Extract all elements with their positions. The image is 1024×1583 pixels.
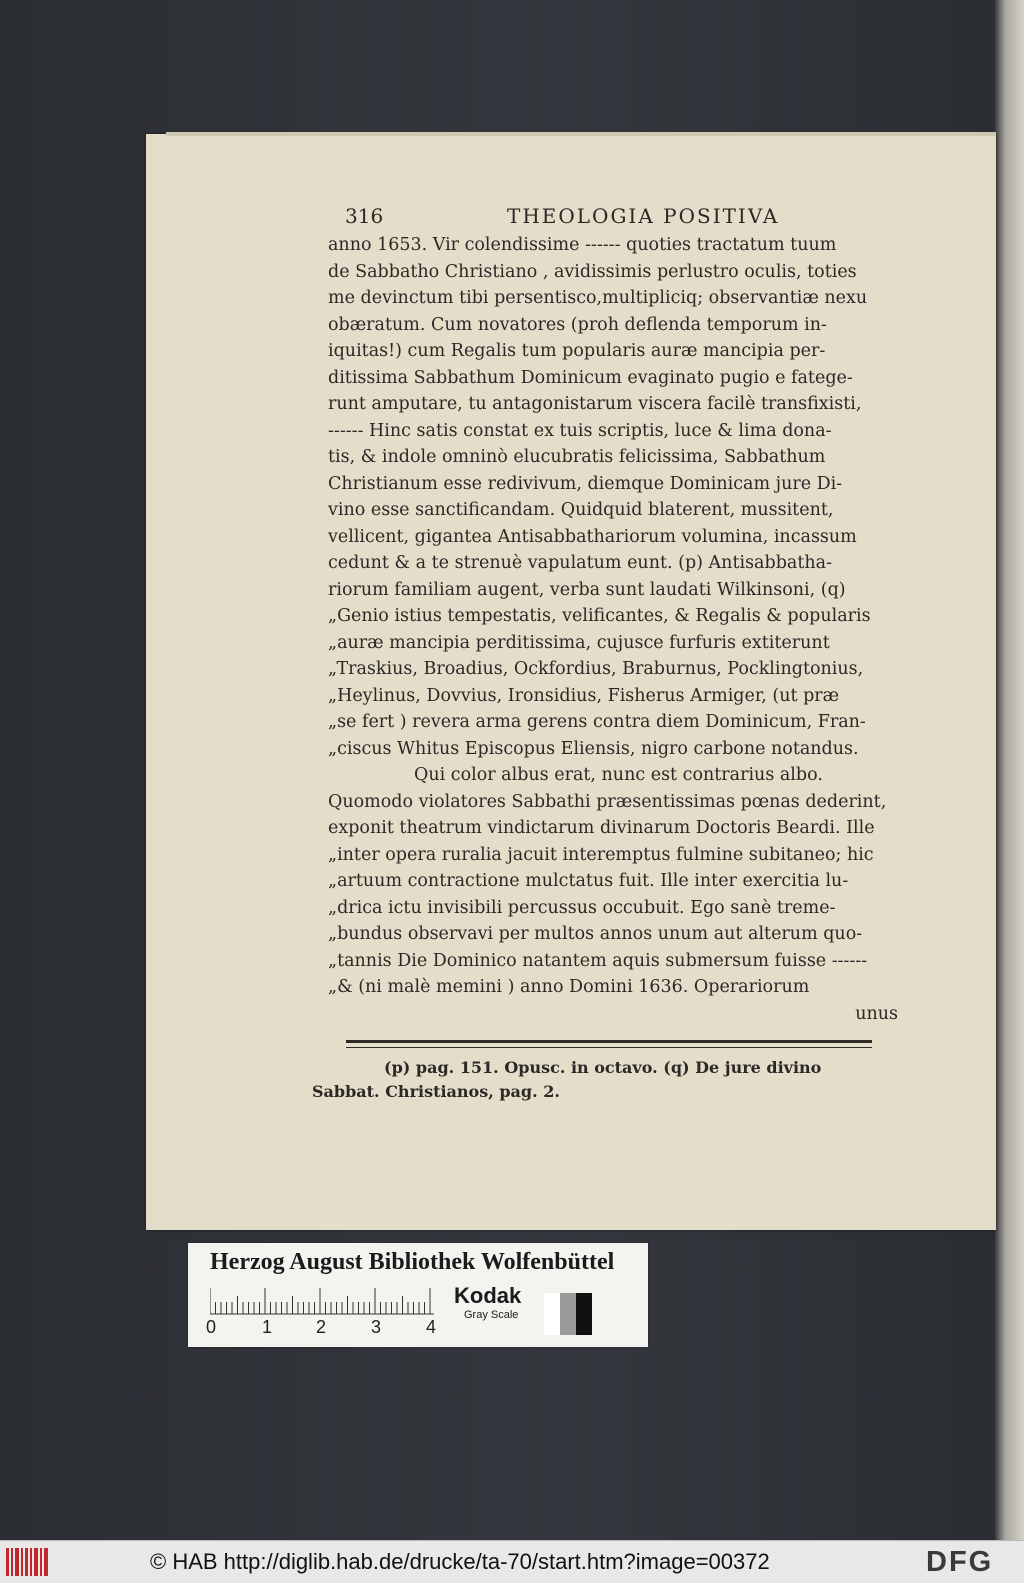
text-line: cedunt & a te strenuè vapulatum eunt. (p) Antisabbatha- — [328, 553, 832, 573]
running-title: THEOLOGIA POSITIVA — [507, 204, 780, 228]
text-line: „auræ mancipia perditissima, cujusce furfuris extiterunt — [328, 632, 830, 653]
gray-patch-white — [544, 1293, 560, 1335]
page-number: 316 — [345, 204, 384, 228]
text-line: „& (ni malè memini ) anno Domini 1636. Operariorum — [328, 977, 810, 997]
text-line: „drica ictu invisibili percussus occubuit. Ego sanè treme- — [328, 897, 836, 918]
page-header — [345, 204, 945, 234]
gray-patch-mid — [560, 1293, 576, 1335]
text-line: Quomodo violatores Sabbathi præsentissimas pœnas dederint, — [328, 791, 887, 812]
kodak-brand: Kodak — [454, 1283, 522, 1308]
page-body-text — [328, 232, 938, 1027]
text-line: tis, & indole omninò elucubratis felicissima, Sabbathum — [328, 447, 826, 467]
dfg-logo: DFG — [926, 1546, 994, 1578]
text-line: „inter opera ruralia jacuit interemptus fulmine subitaneo; hic — [328, 844, 874, 865]
viewer-footer — [0, 1540, 1024, 1583]
text-line: riorum familiam augent, verba sunt laudati Wilkinsoni, (q) — [328, 579, 846, 600]
ruler-scale — [210, 1287, 434, 1315]
text-line: „se fert ) revera arma gerens contra diem Dominicum, Fran- — [328, 712, 866, 732]
text-line: „Genio istius tempestatis, velificantes, & Regalis & popularis — [328, 606, 871, 626]
ruler-number: 0 — [206, 1317, 217, 1337]
footnote-line: Sabbat. Christianos, pag. 2. — [312, 1082, 560, 1101]
text-line: „ciscus Whitus Episcopus Eliensis, nigro carbone notandus. — [328, 738, 859, 759]
gray-scale-label: Gray Scale — [464, 1309, 519, 1321]
verse-line: Qui color albus erat, nunc est contrarius albo. — [414, 765, 823, 785]
ruler-number: 4 — [426, 1317, 437, 1337]
ruler-numbers — [204, 1317, 444, 1339]
text-line: „artuum contractione mulctatus fuit. Ille inter exercitia lu- — [328, 871, 849, 891]
footnotes — [312, 1056, 912, 1104]
adjacent-page-edge — [995, 0, 1024, 1540]
ruler-number: 2 — [316, 1317, 327, 1337]
text-line: exponit theatrum vindictarum divinarum Doctoris Beardi. Ille — [328, 818, 875, 838]
text-line: „tannis Die Dominico natantem aquis submersum fuisse ------ — [328, 950, 868, 971]
ruler-number: 1 — [262, 1317, 273, 1337]
text-line: „Heylinus, Dovvius, Ironsidius, Fisherus Armiger, (ut præ — [328, 685, 840, 706]
gray-patch-black — [576, 1293, 592, 1335]
text-line: vellicent, gigantea Antisabbathariorum volumina, incassum — [328, 526, 857, 547]
text-line: iquitas!) cum Regalis tum popularis auræ mancipia per- — [328, 341, 826, 361]
barcode-icon — [6, 1548, 48, 1576]
text-line: me devinctum tibi persentisco,multipliciq; observantiæ nexu — [328, 288, 868, 308]
text-line: de Sabbatho Christiano , avidissimis perlustro oculis, toties — [328, 261, 857, 282]
copyright-link[interactable]: © HAB http://diglib.hab.de/drucke/ta-70/start.htm?image=00372 — [150, 1549, 770, 1574]
text-line: ------ Hinc satis constat ex tuis scriptis, luce & lima dona- — [328, 420, 832, 441]
footnote-rule — [346, 1040, 872, 1048]
text-line: ditissima Sabbathum Dominicum evaginato pugio e fatege- — [328, 367, 853, 388]
gray-scale-patches — [544, 1293, 592, 1335]
text-line: „Traskius, Broadius, Ockfordius, Braburnus, Pocklingtonius, — [328, 659, 864, 679]
color-calibration-card — [188, 1243, 648, 1347]
footnote-line: (p) pag. 151. Opusc. in octavo. (q) De jure divino — [384, 1058, 822, 1077]
text-line: vino esse sanctificandam. Quidquid blaterent, mussitent, — [328, 500, 834, 520]
text-line: Christianum esse redivivum, diemque Dominicam jure Di- — [328, 473, 843, 494]
library-name: Herzog August Bibliothek Wolfenbüttel — [210, 1249, 615, 1275]
page-top-edge — [166, 132, 996, 136]
catchword: unus — [855, 1003, 898, 1024]
text-line: obæratum. Cum novatores (proh deflenda temporum in- — [328, 314, 827, 335]
ruler-number: 3 — [371, 1317, 382, 1337]
text-line: runt amputare, tu antagonistarum viscera facilè transfixisti, — [328, 394, 862, 414]
text-line: „bundus observavi per multos annos unum aut alterum quo- — [328, 924, 863, 944]
text-line: anno 1653. Vir colendissime ------ quoties tractatum tuum — [328, 235, 837, 255]
